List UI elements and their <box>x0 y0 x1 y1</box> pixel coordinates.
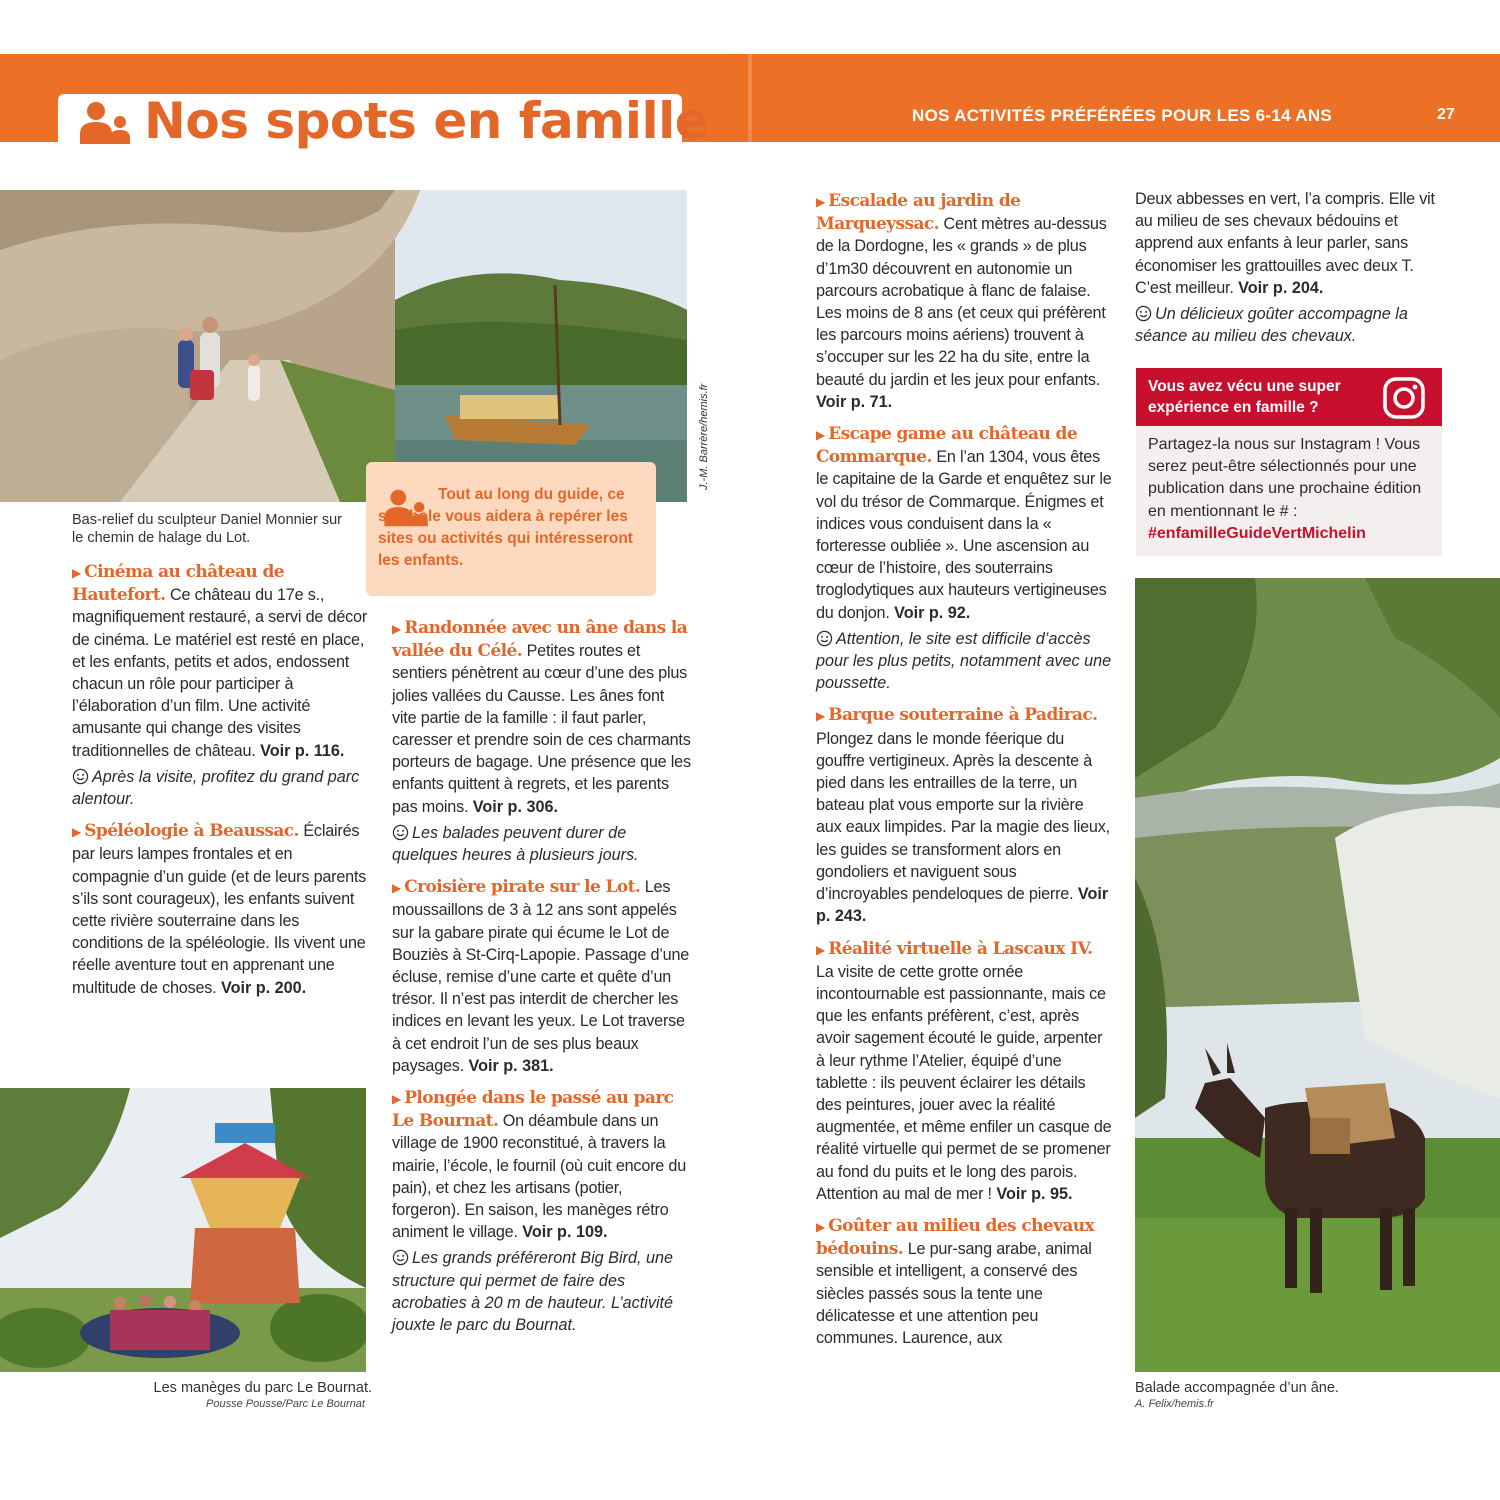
entry-cele <box>392 617 692 866</box>
entry-text: Le pur-sang arabe, animal sensible et intelligent, a conservé des siècles passés sous la tente une délicatesse et une attention peu communes. Laurence, aux <box>816 1240 1092 1347</box>
entry-text: Cent mètres au-dessus de la Dordogne, les « grands » de plus d’1m30 découvrent en autonomie un parcours acrobatique à flanc de falaise. Les moins de 8 ans (et ceux qui préfèrent les parcours moins aériens) trouvent à s’occuper sur les 22 ha du site, entre la beauté du jardin et les jeux pour enfants. <box>816 215 1107 389</box>
arrow-icon: ▶ <box>816 1219 826 1234</box>
entry-title: Randonnée avec un âne dans la vallée du Célé. <box>392 618 688 662</box>
entry-text: La visite de cette grotte ornée incontournable est passionnante, mais ce que les enfants préfèrent, c’est, après avoir sagement écouté le guide, arpenter à leur rythme l’Atelier, équipé d’une tablette : ils peuvent éclairer les détails des peintures, jouer avec la réalité augmentée, et même enfiler un casque de réalité virtuelle qui permet de se promener au fond du puits et le long des parois. Attention au mal de mer ! <box>816 962 1112 1203</box>
page-ref: Voir p. 95. <box>996 1184 1073 1203</box>
page-ref: Voir p. 306. <box>472 797 558 816</box>
section-label: NOS ACTIVITÉS PRÉFÉRÉES POUR LES 6-14 ANS <box>912 106 1333 125</box>
tip-text: Attention, le site est difficile d’accès pour les plus petits, notamment avec une poussette. <box>816 629 1112 693</box>
instagram-heading: Vous avez vécu une super expérience en famille ? <box>1148 378 1341 416</box>
tip-text: Les balades peuvent durer de quelques heures à plusieurs jours. <box>392 823 639 865</box>
entry-beaussac <box>72 820 368 999</box>
entry-title: Goûter au milieu des chevaux bédouins. <box>816 1215 1095 1260</box>
arrow-icon: ▶ <box>72 825 82 840</box>
photo-donkey <box>1135 578 1500 1372</box>
arrow-icon: ▶ <box>816 942 826 957</box>
tip-text: Les grands préféreront Big Bird, une structure qui permet de faire des acrobaties à 20 m de hauteur. L’activité jouxte le parc du Bournat. <box>392 1249 674 1335</box>
entry-text: On déambule dans un village de 1900 reconstitué, à travers la mairie, l’école, le fournil (où cuit encore du pain), et chez les artisans (potier, forgeron). En saison, les manèges rétro animent le village. <box>392 1112 687 1242</box>
entry-text: Éclairés par leurs lampes frontales et en compagnie d’un guide (et de leurs parents s’ils sont courageux), les enfants suivent cette rivière souterraine dans les conditions de la spéléologie. Ils vivent une réelle aventure tout en apprenant une multitude de choses. <box>72 822 367 997</box>
entry-text: Les moussaillons de 3 à 12 ans sont appelés sur la gabare pirate qui écume le Lot de Bouziès à St-Cirq-Lapopie. Passage d’une écluse, remise d’une carte et quête d’un trésor. Il n’est pas interdit de chercher les indices en levant les yeux. Le Lot traverse à cet endroit l’un de ses plus beaux paysages. <box>392 878 690 1075</box>
entry-title: Barque souterraine à Padirac. <box>828 705 1098 726</box>
entry-lascaux <box>816 938 1112 1205</box>
arrow-icon: ▶ <box>816 709 826 724</box>
arrow-icon: ▶ <box>72 566 82 580</box>
callout-text: Tout au long du guide, ce symbole vous aidera à repérer les sites ou activités qui intéresseront les enfants. <box>378 486 633 569</box>
entry-tip <box>1135 303 1435 347</box>
entry-title: Cinéma au château de Hautefort. <box>72 562 285 606</box>
entry-hautefort <box>72 561 368 810</box>
instagram-header <box>1136 368 1442 426</box>
column-1 <box>72 561 368 1009</box>
entry-text: Petites routes et sentiers pénètrent au cœur d’une des plus jolies vallées du Causse. Les ânes font vite partie de la famille : il faut parler, caresser et prendre soin de ces charmants porteurs de bagage. Une présence que les enfants quittent à regrets, et les parents pas moins. <box>392 642 691 816</box>
entry-title: Spéléologie à Beaussac. <box>84 821 299 842</box>
entry-padirac <box>816 704 1112 927</box>
arrow-icon: ▶ <box>392 881 402 896</box>
page-ref: Voir p. 71. <box>816 392 893 411</box>
entry-title: Réalité virtuelle à Lascaux IV. <box>828 938 1093 959</box>
entry-marqueyssac <box>816 190 1112 413</box>
entry-title: Plongée dans le passé au parc Le Bournat. <box>392 1088 674 1132</box>
smiley-icon <box>392 824 409 841</box>
caption-carousel: Les manèges du parc Le Bournat. <box>153 1380 372 1396</box>
photo-carousel <box>0 1088 366 1372</box>
smiley-icon <box>72 768 89 785</box>
credit-carousel: Pousse Pousse/Parc Le Bournat <box>206 1398 365 1410</box>
entry-title: Escalade au jardin de Marqueyssac. <box>816 191 1021 235</box>
page-gutter <box>748 54 752 142</box>
entry-tip <box>72 766 368 810</box>
caption-donkey: Balade accompagnée d’un âne. <box>1135 1380 1339 1396</box>
column-4 <box>1135 188 1435 347</box>
entry-tip <box>816 628 1112 695</box>
family-icon <box>78 100 134 146</box>
smiley-icon <box>1135 305 1152 322</box>
credit-donkey: A. Felix/hemis.fr <box>1135 1398 1214 1410</box>
page-ref: Voir p. 92. <box>894 603 971 622</box>
page-ref: Voir p. 109. <box>522 1223 608 1242</box>
entry-text: Ce château du 17e s., magnifiquement restauré, a servi de décor de cinéma. Le matériel est resté en place, et les enfants, petits et ados, endossent chacun un rôle pour participer à l’élaboration d’un film. Une activité amusante qui change des visites traditionnelles de château. <box>72 586 368 760</box>
caption-towpath: Bas-relief du sculpteur Daniel Monnier sur le chemin de halage du Lot. <box>72 512 342 546</box>
tip-text: Un délicieux goûter accompagne la séance au milieu des chevaux. <box>1135 305 1408 346</box>
page-number: 27 <box>1437 106 1455 123</box>
page-ref: Voir p. 204. <box>1238 278 1324 297</box>
entry-croisiere <box>392 876 692 1077</box>
entry-tip <box>392 822 692 866</box>
photo-credit-towpath: J.-M. Barrère/hemis.fr <box>698 383 710 490</box>
arrow-icon: ▶ <box>816 195 826 209</box>
entry-chevaux <box>816 1215 1112 1349</box>
instagram-body-text: Partagez-la nous sur Instagram ! Vous serez peut-être sélectionnés pour une publication dans une prochaine édition en mentionnant le # : <box>1148 436 1422 520</box>
entry-title: Croisière pirate sur le Lot. <box>404 877 641 898</box>
smiley-icon <box>816 630 833 647</box>
page-ref: Voir p. 381. <box>468 1056 554 1075</box>
entry-commarque <box>816 423 1112 694</box>
arrow-icon: ▶ <box>392 622 402 636</box>
photo-towpath <box>0 190 750 502</box>
instagram-icon <box>1382 376 1426 420</box>
arrow-icon: ▶ <box>816 428 826 443</box>
entry-tip <box>392 1247 692 1336</box>
page-ref: Voir p. 243. <box>816 885 1109 926</box>
entry-bournat <box>392 1087 692 1336</box>
page-ref: Voir p. 200. <box>220 978 307 997</box>
arrow-icon: ▶ <box>392 1092 402 1107</box>
column-2 <box>392 617 692 1346</box>
page-title: Nos spots en famille <box>144 92 709 150</box>
entry-title: Escape game au château de Commarque. <box>816 424 1078 468</box>
smiley-icon <box>392 1249 409 1266</box>
instagram-hashtag[interactable]: #enfamilleGuideVertMichelin <box>1148 524 1366 542</box>
entry-text: En l’an 1304, vous êtes le capitaine de la Garde et enquêtez sur le vol du trésor de Commarque. Énigmes et indices vous conduisent dans la « forteresse oubliée ». Une ascension au cœur de l’histoire, des souterrains troglodytiques aux hauteurs vertigineuses du donjon. <box>816 448 1112 622</box>
entry-text: Plongez dans le monde féerique du gouffre vertigineux. Après la descente à pied dans les entrailles de la terre, un bateau plat vous emporte sur la rivière aux eaux limpides. Par la magie des lieux, les guides se transforment alors en gondoliers et naviguent sous d’incroyables pendeloques de pierre. <box>816 729 1110 904</box>
tip-text: Après la visite, profitez du grand parc alentour. <box>72 767 360 809</box>
instagram-body <box>1148 434 1438 545</box>
page-ref: Voir p. 116. <box>260 741 345 760</box>
entry-text: Deux abbesses en vert, l’a compris. Elle vit au milieu de ses chevaux bédouins et apprend aux enfants à leur parler, sans économiser les grattouilles avec deux T. C’est meilleur. <box>1135 190 1435 297</box>
column-3 <box>816 190 1112 1359</box>
instagram-box <box>1136 368 1442 556</box>
